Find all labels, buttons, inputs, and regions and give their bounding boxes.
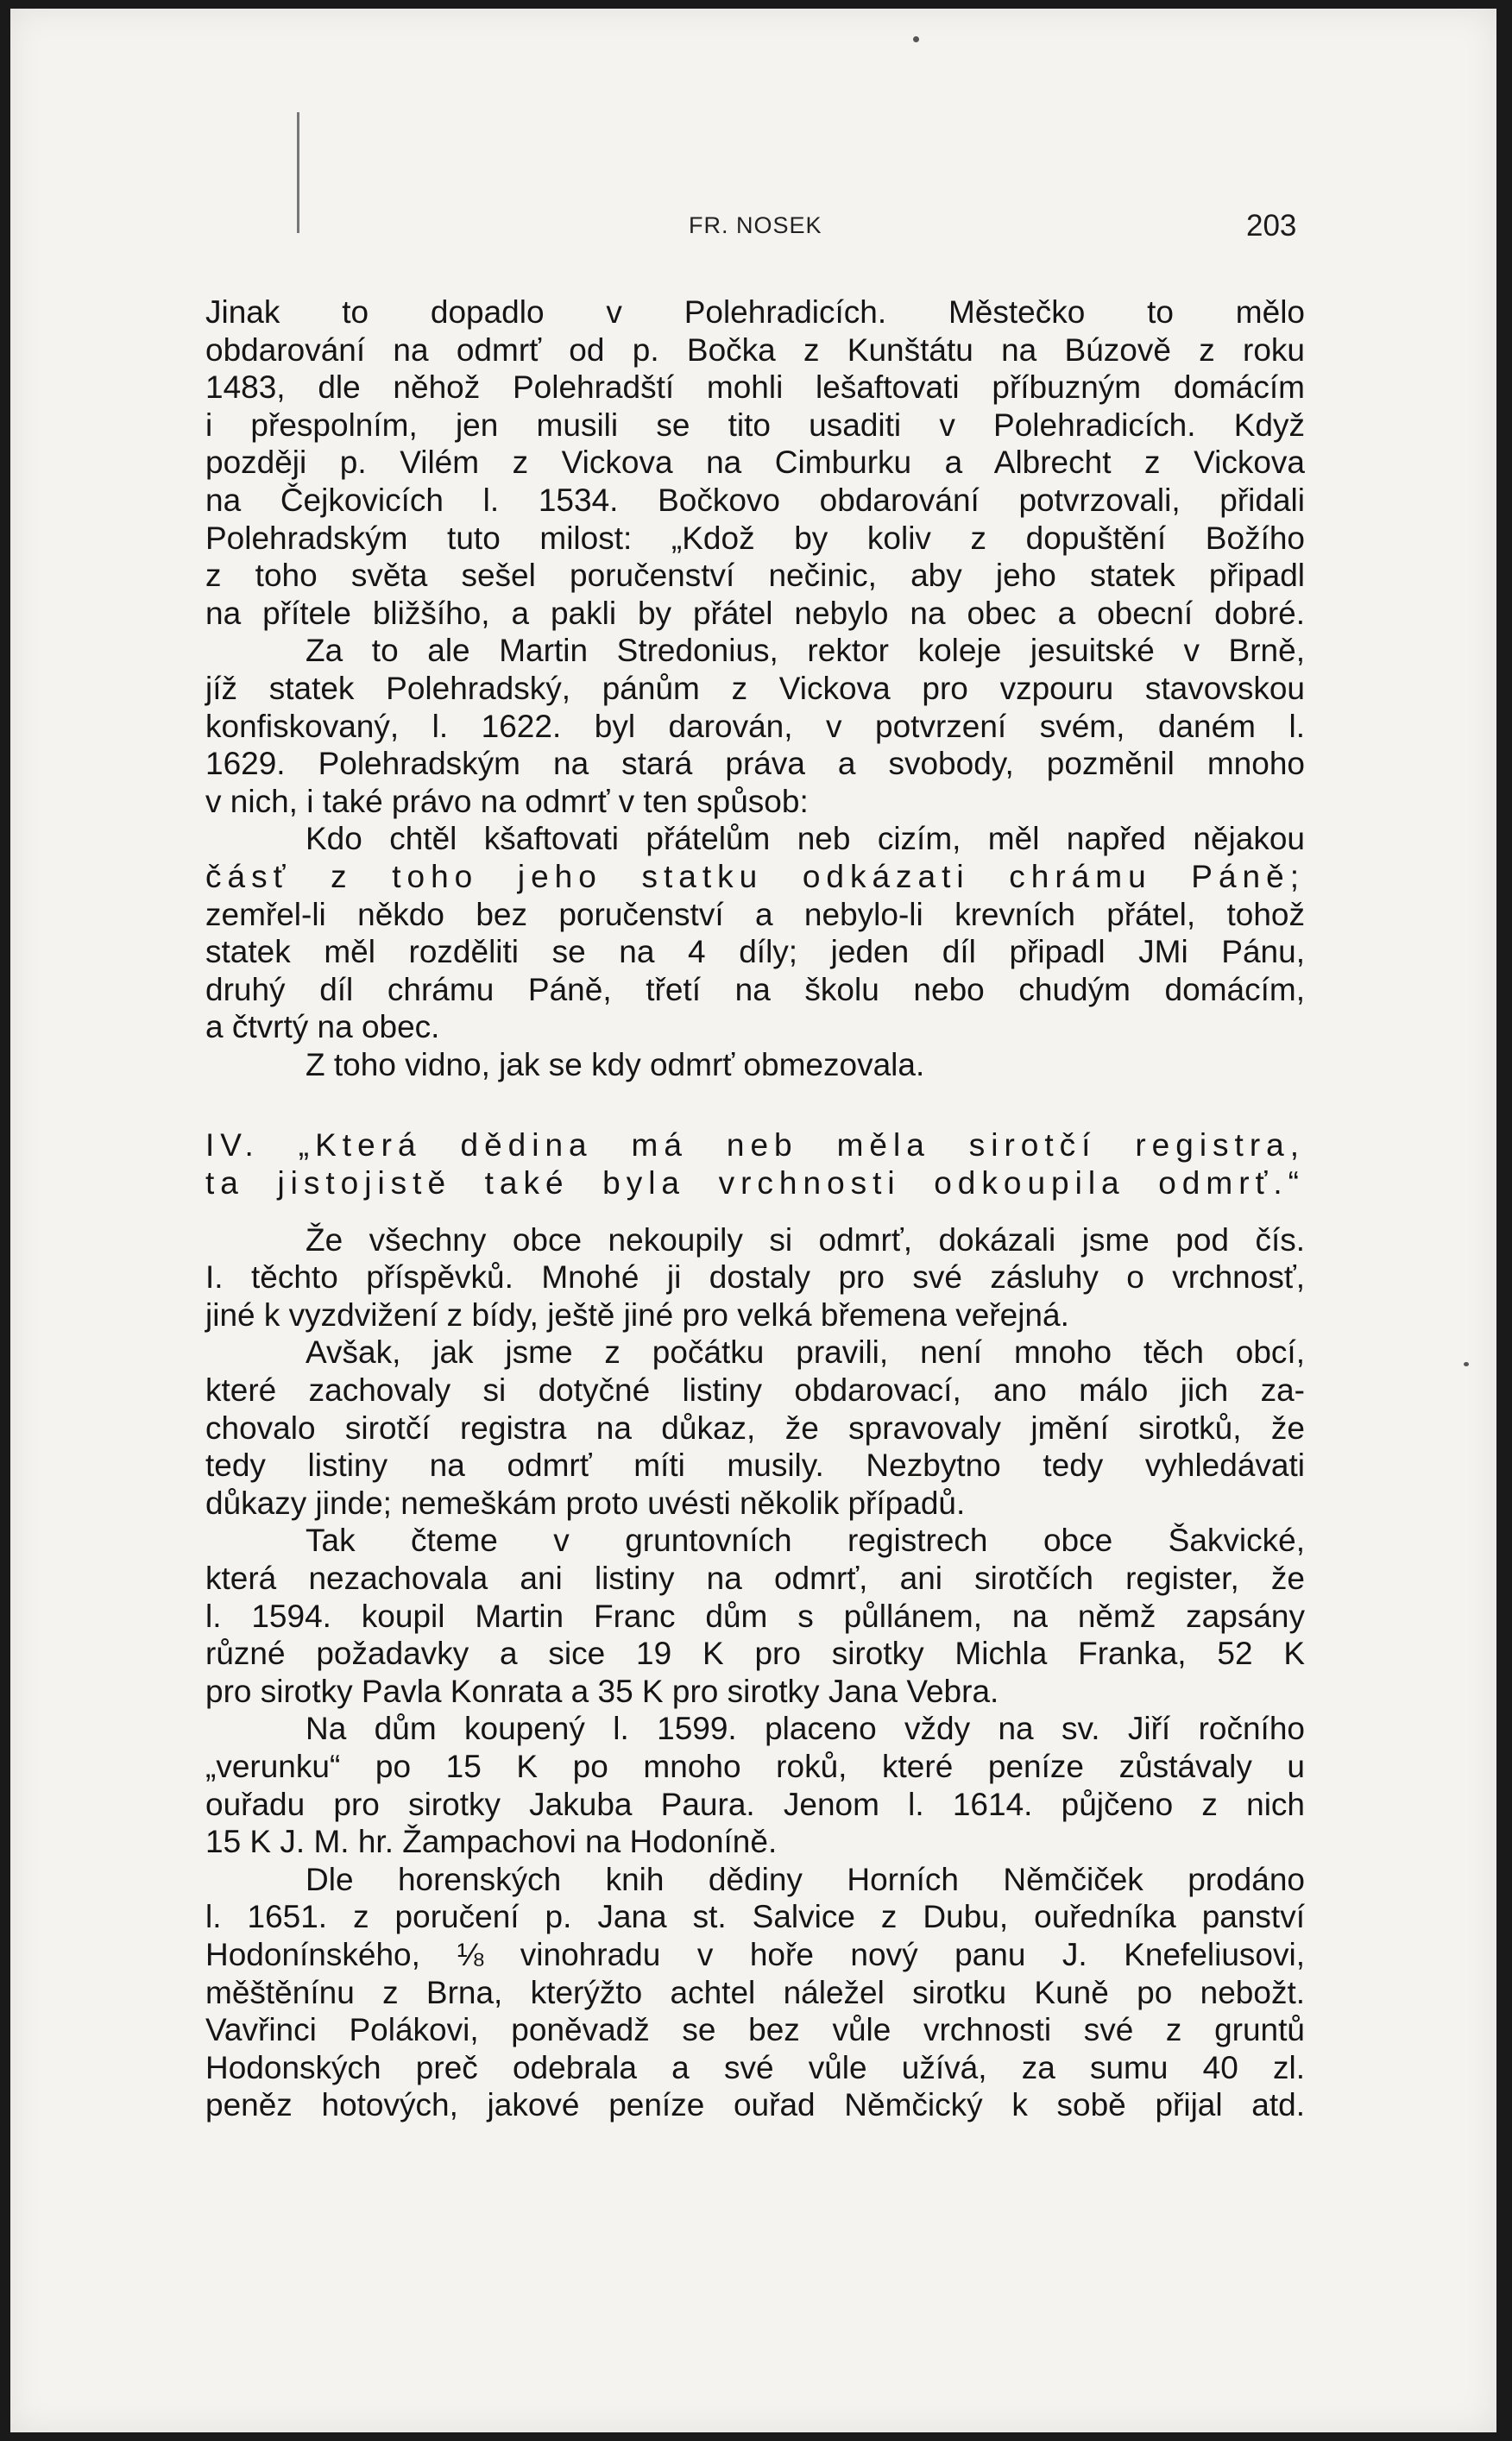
text-line: později p. Vilém z Vickova na Cimburku a Albrecht z Vickova: [205, 445, 1305, 481]
text-line: jiné k vyzdvižení z bídy, ještě jiné pro velká břemena veřejná.: [205, 1296, 1069, 1333]
text-line: v nich, i také právo na odmrť v ten spůsob:: [205, 783, 809, 819]
text-line: tedy listiny na odmrť míti musily. Nezbytno tedy vyhledávati: [205, 1448, 1305, 1484]
text-line: Hodonínského, ⅛ vinohradu v hoře nový panu J. Knefeliusovi,: [205, 1936, 1305, 1972]
text-line: čásť z toho jeho statku odkázati chrámu Páně;: [205, 858, 1305, 894]
text-line: Že všechny obce nekoupily si odmrť, dokázali jsme pod čís.: [306, 1221, 1305, 1258]
text-line: pro sirotky Pavla Konrata a 35 K pro sirotky Jana Vebra.: [205, 1673, 999, 1709]
text-line: Hodonských preč odebrala a své vůle užívá, za sumu 40 zl.: [205, 2049, 1305, 2085]
text-line: na Čejkovicích l. 1534. Bočkovo obdarování potvrzovali, přidali: [205, 482, 1305, 518]
text-line: Na dům koupený l. 1599. placeno vždy na sv. Jiří ročního: [306, 1711, 1305, 1747]
text-line: které zachovaly si dotyčné listiny obdarovací, ano málo jich za-: [205, 1372, 1305, 1409]
ink-speck: [913, 36, 919, 42]
text-line: důkazy jinde; nemeškám proto uvésti několik případů.: [205, 1485, 966, 1521]
text-line: Za to ale Martin Stredonius, rektor koleje jesuitské v Brně,: [306, 633, 1305, 669]
text-line: Vavřinci Polákovi, poněvadž se bez vůle vrchnosti své z gruntů: [205, 2012, 1305, 2048]
text-line: i přespolním, jen musili se tito usaditi v Polehradicích. Když: [205, 407, 1305, 443]
text-line: na přítele bližšího, a pakli by přátel nebylo na obec a obecní dobré.: [205, 595, 1305, 631]
running-head-author: FR. NOSEK: [689, 212, 822, 238]
book-page: [10, 9, 1496, 2432]
text-line: 1629. Polehradským na stará práva a svobody, pozměnil mnoho: [205, 746, 1305, 782]
text-line: 15 K J. M. hr. Žampachovi na Hodoníně.: [205, 1824, 778, 1860]
body-text: [205, 293, 1305, 2124]
text-line: Avšak, jak jsme z počátku pravili, není mnoho těch obcí,: [306, 1334, 1305, 1371]
text-line: a čtvrtý na obec.: [205, 1009, 440, 1045]
text-line: l. 1594. koupil Martin Franc dům s půllánem, na němž zapsány: [205, 1598, 1305, 1634]
text-line: I. těchto příspěvků. Mnohé ji dostaly pro své zásluhy o vrchnosť,: [205, 1259, 1305, 1296]
text-line: „verunku“ po 15 K po mnoho roků, které peníze zůstávaly u: [205, 1748, 1305, 1784]
text-line: zemřel-li někdo bez poručenství a nebylo-li krevních přátel, tohož: [205, 896, 1305, 932]
text-line: ouřadu pro sirotky Jakuba Paura. Jenom l. 1614. půjčeno z nich: [205, 1786, 1305, 1822]
text-line: druhý díl chrámu Páně, třetí na školu nebo chudým domácím,: [205, 971, 1305, 1007]
text-line: obdarování na odmrť od p. Bočka z Kunštátu na Búzově z roku: [205, 331, 1305, 368]
running-head: [10, 209, 1496, 247]
text-line: chovalo sirotčí registra na důkaz, že spravovaly jmění sirotků, že: [205, 1410, 1305, 1446]
text-line: l. 1651. z poručení p. Jana st. Salvice z Dubu, ouředníka panství: [205, 1899, 1305, 1935]
section-heading-line: IV. „Která dědina má neb měla sirotčí registra,: [205, 1127, 1305, 1164]
text-line: která nezachovala ani listiny na odmrť, ani sirotčích register, že: [205, 1561, 1305, 1596]
text-line: Dle horenských knih dědiny Horních Němčiček prodáno: [306, 1861, 1305, 1897]
text-line: z toho světa sešel poručenství nečinic, aby jeho statek připadl: [205, 558, 1305, 594]
text-line: různé požadavky a sice 19 K pro sirotky Michla Franka, 52 K: [205, 1636, 1305, 1672]
ink-speck: [1464, 1362, 1469, 1366]
text-line: peněz hotových, jakové peníze ouřad Němčický k sobě přijal atd.: [205, 2087, 1305, 2123]
text-line: 1483, dle něhož Polehradští mohli lešaftovati příbuzným domácím: [205, 369, 1305, 406]
page-number: 203: [1246, 209, 1297, 243]
text-line: jíž statek Polehradský, pánům z Vickova pro vzpouru stavovskou: [205, 670, 1305, 706]
text-line: Polehradským tuto milost: „Kdož by koliv z dopuštění Božího: [205, 520, 1305, 556]
text-line: Z toho vidno, jak se kdy odmrť obmezovala.: [306, 1046, 925, 1082]
section-heading-line: ta jistojistě také byla vrchnosti odkoupila odmrť.“: [205, 1165, 1305, 1202]
text-line: konfiskovaný, l. 1622. byl darován, v potvrzení svém, daném l.: [205, 708, 1305, 744]
text-line: Kdo chtěl kšaftovati přátelům neb cizím, měl napřed nějakou: [306, 821, 1305, 857]
text-line: Jinak to dopadlo v Polehradicích. Městečko to mělo: [205, 294, 1305, 330]
text-line: statek měl rozděliti se na 4 díly; jeden díl připadl JMi Pánu,: [205, 934, 1305, 970]
text-line: měštěnínu z Brna, kterýžto achtel náležel sirotku Kuně po nebožt.: [205, 1974, 1305, 2010]
text-line: Tak čteme v gruntovních registrech obce Šakvické,: [306, 1523, 1305, 1559]
